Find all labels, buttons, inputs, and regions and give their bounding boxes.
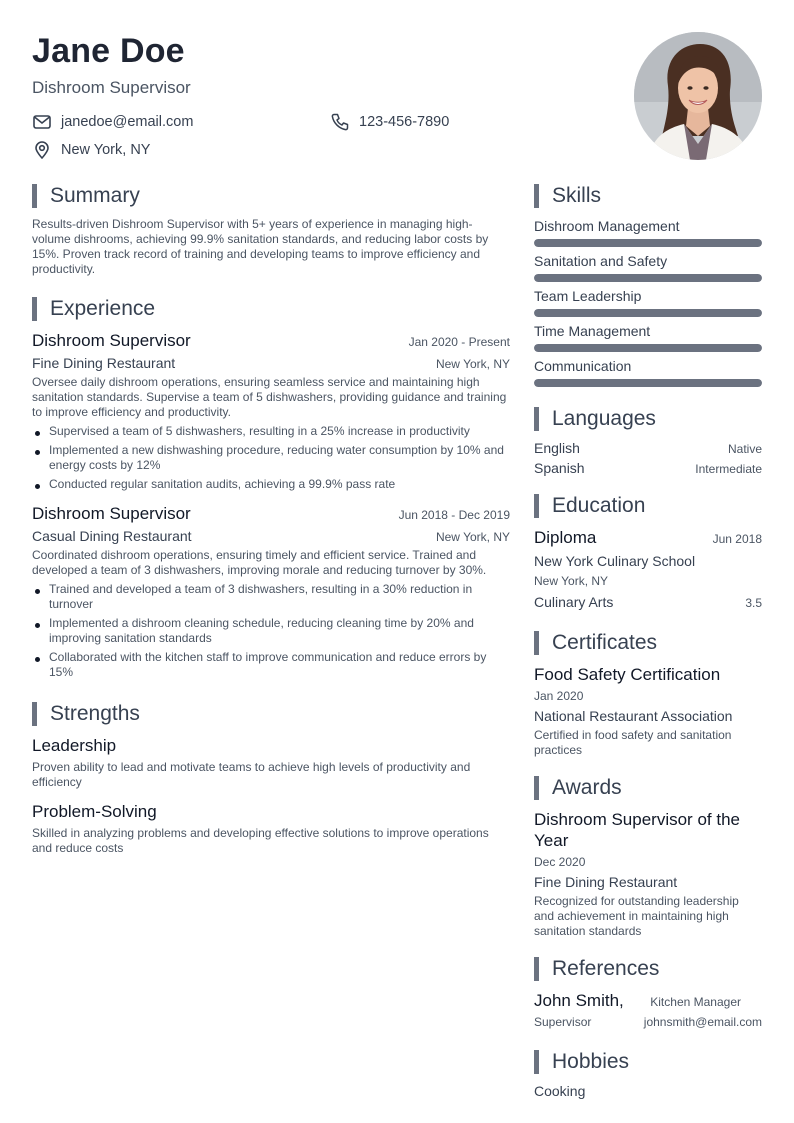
reference-name: John Smith,: [534, 991, 624, 1010]
skill-bar-fill: [534, 309, 762, 317]
hobbies-section-header: [534, 1050, 762, 1074]
certificate-title: Food Safety Certification: [534, 665, 721, 684]
skill-item: [534, 217, 762, 247]
skill-bar-fill: [534, 239, 762, 247]
phone-icon: [330, 112, 350, 132]
strength-item: [32, 802, 510, 856]
skills-list: [534, 217, 762, 387]
job-title: Dishroom Supervisor: [32, 504, 191, 523]
references-heading: References: [552, 957, 660, 980]
job-title: Dishroom Supervisor: [32, 331, 191, 350]
job-bullets: [32, 582, 510, 680]
certificate-entry: [534, 664, 762, 758]
skill-bar: [534, 274, 762, 282]
job-location: New York, NY: [435, 530, 510, 544]
list-item: Supervised a team of 5 dishwashers, resulting in a 25% increase in productivity: [32, 424, 510, 439]
skills-section-header: [534, 184, 762, 208]
skill-item: [534, 287, 762, 317]
contact-phone[interactable]: [330, 112, 449, 132]
summary-heading: Summary: [50, 184, 140, 207]
contact-location: [32, 140, 150, 160]
reference-entry: [534, 990, 762, 1030]
skill-label: Communication: [534, 358, 632, 374]
skill-label: Dishroom Management: [534, 218, 680, 234]
list-item: Implemented a new dishwashing procedure, reducing water consumption by 10% and energy costs by 12%: [32, 443, 510, 473]
hobbies-heading: Hobbies: [552, 1050, 630, 1073]
skill-bar: [534, 239, 762, 247]
skill-item: [534, 252, 762, 282]
email-text: janedoe@email.com: [61, 114, 194, 130]
education-entry: [534, 527, 762, 611]
summary-section-header: [32, 184, 510, 208]
job-dates: Jan 2020 - Present: [408, 335, 510, 349]
reference-email[interactable]: johnsmith@email.com: [643, 1015, 762, 1029]
phone-text: 123-456-7890: [359, 114, 450, 130]
field-of-study: Culinary Arts: [534, 594, 614, 610]
skill-bar-fill: [534, 379, 762, 387]
job-description: Coordinated dishroom operations, ensuring timely and efficient service. Trained and developed a team of 3 dishwashers, improving morale and reducing turnover by 30%.: [32, 548, 487, 577]
references-section-header: [534, 957, 762, 981]
certificates-section-header: [534, 631, 762, 655]
gpa: 3.5: [745, 596, 762, 610]
strength-text: Proven ability to lead and motivate teams to achieve high levels of productivity and efficiency: [32, 760, 471, 789]
education-heading: Education: [552, 494, 646, 517]
school-name: New York Culinary School: [534, 553, 696, 569]
certificate-issuer: National Restaurant Association: [534, 708, 733, 724]
resume-header: [32, 30, 592, 98]
skill-bar: [534, 309, 762, 317]
skill-item: [534, 322, 762, 352]
skill-bar-fill: [534, 274, 762, 282]
mail-icon: [32, 112, 52, 132]
awards-section-header: [534, 776, 762, 800]
strength-title: Problem-Solving: [32, 802, 157, 821]
languages-heading: Languages: [552, 407, 656, 430]
job-location: New York, NY: [435, 357, 510, 371]
award-entry: [534, 809, 762, 939]
language-name: English: [534, 440, 580, 456]
degree: Diploma: [534, 528, 597, 547]
section-accent-bar: [534, 184, 539, 208]
location-text: New York, NY: [61, 142, 151, 158]
award-title: Dishroom Supervisor of the Year: [534, 810, 740, 850]
list-item: Implemented a dishroom cleaning schedule, reducing cleaning time by 20% and improving sanitation standards: [32, 616, 510, 646]
reference-role-line2: Supervisor: [534, 1015, 592, 1029]
certificate-date: Jan 2020: [534, 689, 584, 703]
list-item: Trained and developed a team of 3 dishwashers, resulting in a 30% reduction in turnover: [32, 582, 510, 612]
education-section-header: [534, 494, 762, 518]
strengths-heading: Strengths: [50, 702, 140, 725]
languages-section-header: [534, 407, 762, 431]
section-accent-bar: [32, 297, 37, 321]
job-entry: [32, 331, 510, 492]
job-dates: Jun 2018 - Dec 2019: [398, 508, 510, 522]
section-accent-bar: [534, 494, 539, 518]
skill-label: Sanitation and Safety: [534, 253, 668, 269]
section-accent-bar: [534, 957, 539, 981]
summary-text: Results-driven Dishroom Supervisor with 5+ years of experience in managing high-volume dishrooms, achieving 99.9% sanitation standards, and reducing labor costs by 15%. Proven track record of training and developing teams to improve efficiency and productivity.: [32, 217, 489, 276]
main-column: [32, 184, 510, 856]
section-accent-bar: [534, 407, 539, 431]
contact-email[interactable]: [32, 112, 193, 132]
experience-heading: Experience: [50, 297, 156, 320]
language-name: Spanish: [534, 460, 585, 476]
strengths-section-header: [32, 702, 510, 726]
skill-bar-fill: [534, 344, 762, 352]
skill-item: [534, 357, 762, 387]
strength-text: Skilled in analyzing problems and developing effective solutions to improve operations and reduce costs: [32, 826, 489, 855]
skill-bar: [534, 379, 762, 387]
section-accent-bar: [534, 1050, 539, 1074]
hobby-item: Cooking: [534, 1083, 586, 1099]
skill-label: Team Leadership: [534, 288, 642, 304]
skill-bar: [534, 344, 762, 352]
profile-photo: [634, 32, 762, 160]
skill-label: Time Management: [534, 323, 651, 339]
job-company: Casual Dining Restaurant: [32, 528, 192, 544]
experience-section-header: [32, 297, 510, 321]
school-location: New York, NY: [534, 574, 609, 588]
certificate-description: Certified in food safety and sanitation practices: [534, 728, 732, 757]
job-bullets: [32, 424, 510, 492]
portrait-illustration: [634, 32, 762, 160]
language-level: Native: [727, 442, 762, 456]
list-item: Conducted regular sanitation audits, achieving a 99.9% pass rate: [32, 477, 510, 492]
location-pin-icon: [32, 140, 52, 160]
candidate-title: Dishroom Supervisor: [32, 78, 191, 97]
job-company: Fine Dining Restaurant: [32, 355, 176, 371]
candidate-name: Jane Doe: [32, 32, 185, 70]
certificates-heading: Certificates: [552, 631, 658, 654]
job-entry: [32, 504, 510, 680]
language-item: [534, 440, 762, 456]
language-level: Intermediate: [695, 462, 762, 476]
job-description: Oversee daily dishroom operations, ensuring seamless service and maintaining high sanitation standards. Supervise a team of 5 dishwashers, providing guidance and training to improve efficiency and productivity.: [32, 375, 507, 419]
section-accent-bar: [534, 631, 539, 655]
reference-role: Kitchen Manager: [650, 995, 741, 1009]
award-issuer: Fine Dining Restaurant: [534, 874, 678, 890]
strength-title: Leadership: [32, 736, 117, 755]
language-item: [534, 460, 762, 476]
strength-item: [32, 736, 510, 790]
award-description: Recognized for outstanding leadership and achievement in maintaining high sanitation standards: [534, 894, 739, 938]
skills-heading: Skills: [552, 184, 602, 207]
award-date: Dec 2020: [534, 855, 586, 869]
section-accent-bar: [32, 184, 37, 208]
list-item: Collaborated with the kitchen staff to improve communication and reduce errors by 15%: [32, 650, 510, 680]
sidebar-column: [534, 184, 762, 1099]
section-accent-bar: [534, 776, 539, 800]
education-date: Jun 2018: [712, 532, 762, 546]
section-accent-bar: [32, 702, 37, 726]
languages-list: [534, 440, 762, 476]
awards-heading: Awards: [552, 776, 622, 799]
